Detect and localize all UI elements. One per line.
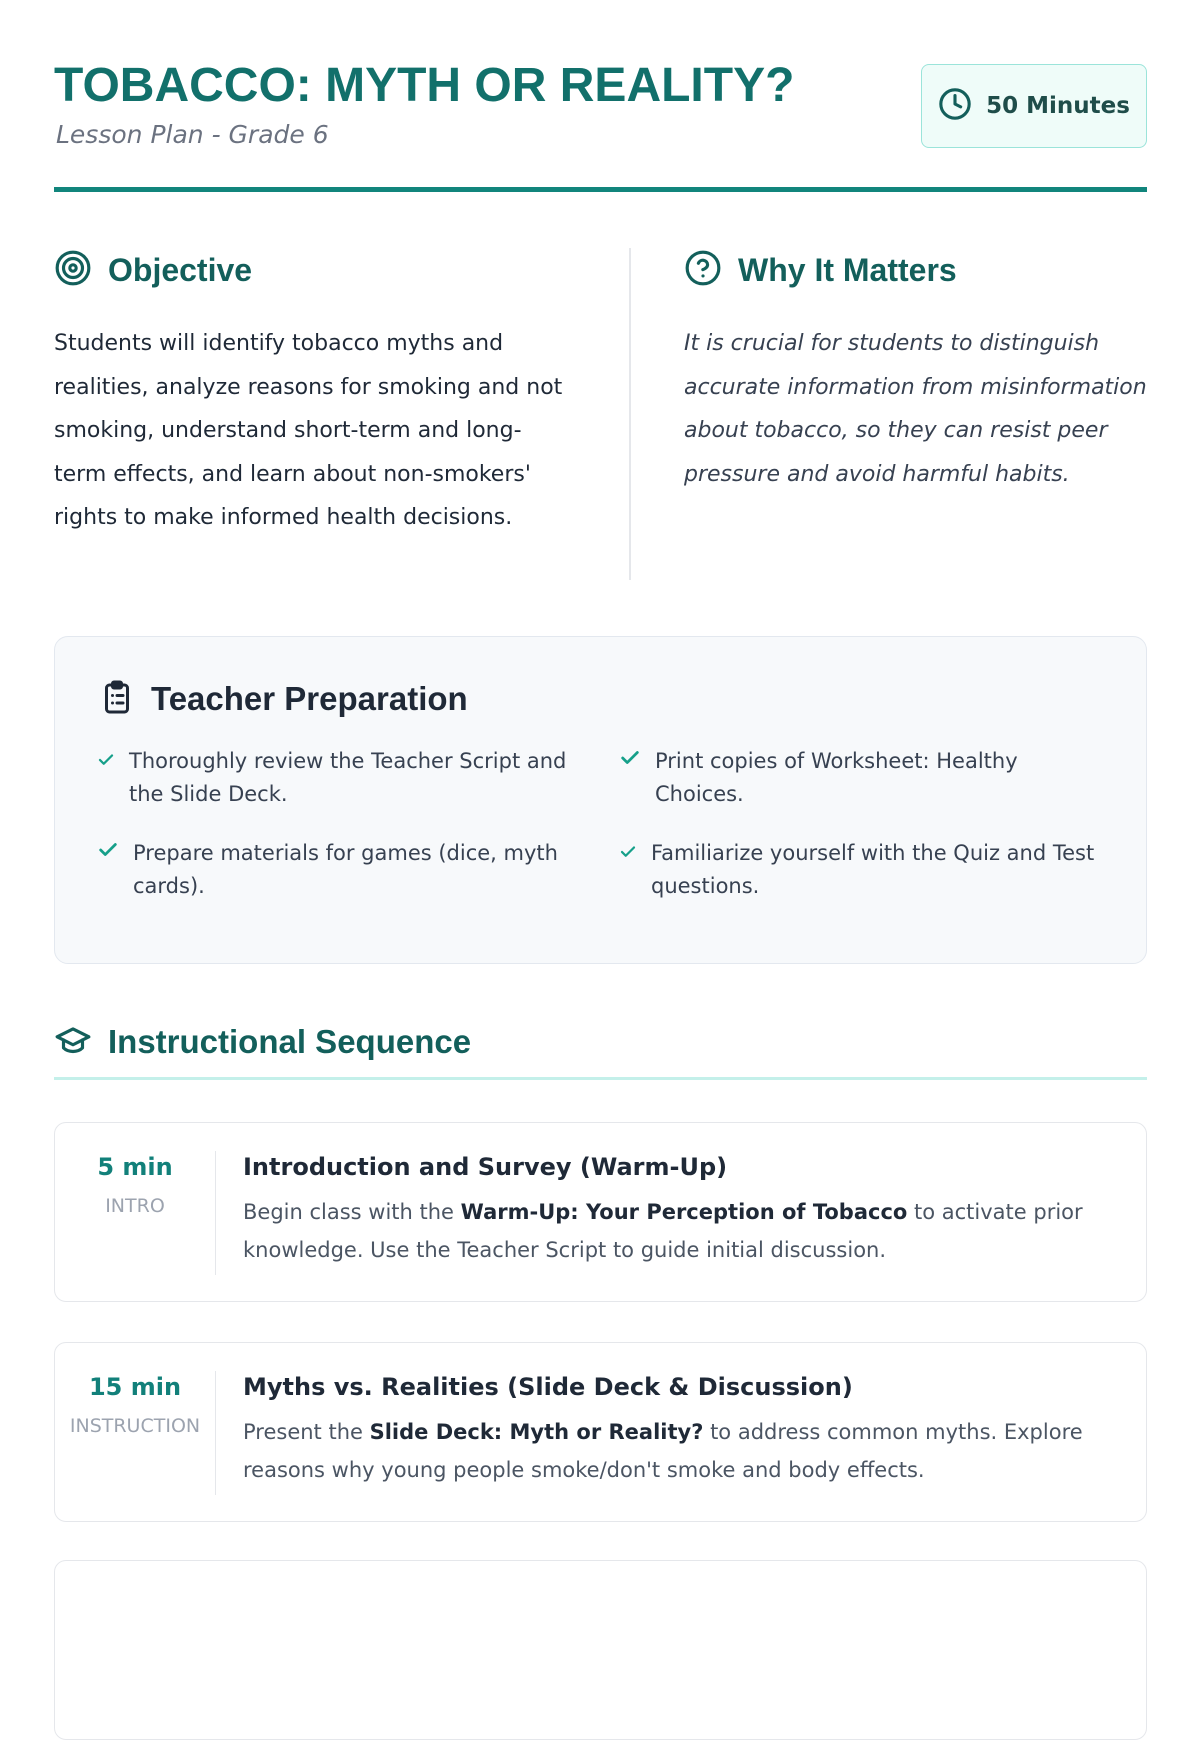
objective-section [54,248,564,540]
sequence-header [54,1020,471,1064]
header [54,58,1147,198]
check-icon [619,745,641,811]
prep-item-text: Print copies of Worksheet: Healthy Choices. [655,749,1018,806]
target-icon [54,249,92,291]
prep-item [619,745,1089,811]
prep-item [97,745,567,811]
check-icon [97,745,115,811]
step-category: INTRO [105,1195,165,1217]
check-icon [619,837,637,903]
step-description: Present the Slide Deck: Myth or Reality? to address common myths. Explore reasons why young people smoke/don't smoke and body effects. [243,1420,1083,1482]
help-circle-icon [684,249,722,291]
step-title: Introduction and Survey (Warm-Up) [243,1153,728,1181]
prep-item-text: Familiarize yourself with the Quiz and Test questions. [651,841,1095,898]
duration-badge [921,64,1147,148]
sequence-step-partial [54,1560,1147,1740]
teacher-preparation-card [54,636,1147,964]
sequence-divider [54,1077,1147,1080]
clipboard-icon [99,678,135,720]
lesson-plan-page [54,0,1147,1600]
sequence-heading: Instructional Sequence [108,1023,472,1060]
why-text: It is crucial for students to distinguish accurate information from misinformation about tobacco, so they can resist peer pressure and avoid harmful habits. [684,331,1147,487]
prep-item [619,837,1119,903]
prep-item-text: Prepare materials for games (dice, myth cards). [133,841,558,898]
step-description: Begin class with the Warm-Up: Your Perception of Tobacco to activate prior knowledge. Use the Teacher Script to guide initial discussion. [243,1200,1083,1262]
prep-item [97,837,577,903]
step-time: 5 min [97,1153,173,1181]
step-title: Myths vs. Realities (Slide Deck & Discussion) [243,1373,853,1401]
header-divider [54,187,1147,192]
page-subtitle: Lesson Plan - Grade 6 [56,120,329,149]
prep-heading: Teacher Preparation [151,680,468,717]
graduation-cap-icon [54,1021,92,1063]
clock-icon [938,87,972,125]
duration-label: 50 Minutes [986,93,1130,119]
sequence-step [54,1342,1147,1522]
why-section [684,248,1149,496]
sequence-step [54,1122,1147,1302]
objective-heading: Objective [108,251,253,288]
prep-item-text: Thoroughly review the Teacher Script and the Slide Deck. [129,749,567,806]
step-time: 15 min [88,1373,182,1401]
column-divider [629,248,631,580]
why-heading: Why It Matters [738,251,957,288]
page-title: TOBACCO: MYTH OR REALITY? [54,59,795,112]
step-category: INSTRUCTION [69,1415,201,1437]
objective-text: Students will identify tobacco myths and realities, analyze reasons for smoking and not smoking, understand short-term and long-term effects, and learn about non-smokers' rights to make informed health decisions. [54,331,563,530]
check-icon [97,837,119,903]
